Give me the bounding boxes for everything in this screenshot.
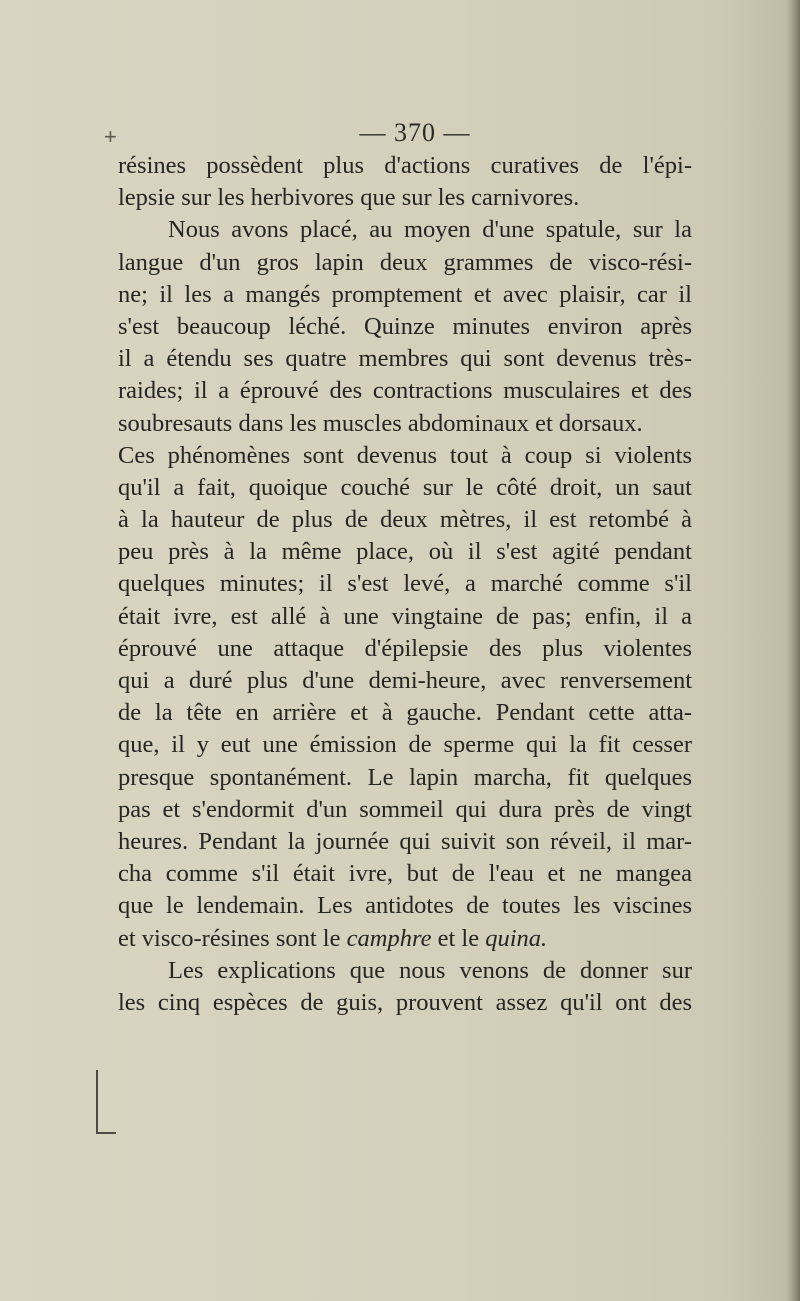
text-line: langue d'un gros lapin deux grammes de visco-rési-	[118, 248, 692, 276]
text-line-with-italics	[118, 923, 692, 955]
text-line: de la tête en arrière et à gauche. Pendant cette atta-	[118, 699, 692, 727]
text-line: lepsie sur les herbivores que sur les carnivores.	[118, 184, 580, 212]
text-fragment: et visco-résines sont le	[118, 924, 341, 952]
text-line: résines possèdent plus d'actions curatives de l'épi-	[118, 152, 692, 179]
text-line: que, il y eut une émission de sperme qui la fit cesser	[118, 731, 692, 759]
text-line: qu'il a fait, quoique couché sur le côté droit, un saut	[118, 473, 692, 501]
text-line: heures. Pendant la journée qui suivit son réveil, il mar-	[118, 827, 692, 855]
margin-bracket-mark	[96, 1070, 116, 1134]
text-line: peu près à la même place, où il s'est agité pendant	[118, 538, 692, 566]
text-line: il a étendu ses quatre membres qui sont devenus très-	[118, 345, 692, 373]
text-line: ne; il les a mangés promptement et avec plaisir, car il	[118, 280, 692, 308]
text-line: s'est beaucoup léché. Quinze minutes environ après	[118, 312, 692, 340]
page-number-text: — 370 —	[359, 118, 471, 147]
italic-term-camphre: camphre	[346, 924, 432, 952]
body-text	[118, 150, 692, 1019]
text-line: soubresauts dans les muscles abdominaux et dorsaux.	[118, 409, 643, 437]
text-line: quelques minutes; il s'est levé, a marché comme s'il	[118, 570, 692, 598]
text-fragment: et le	[437, 924, 480, 952]
text-line: raides; il a éprouvé des contractions musculaires et des	[118, 377, 692, 405]
text-line: à la hauteur de plus de deux mètres, il est retombé à	[118, 506, 692, 534]
text-line: les cinq espèces de guis, prouvent assez qu'il ont des	[118, 988, 692, 1016]
italic-term-quina: quina.	[485, 924, 548, 952]
text-line: presque spontanément. Le lapin marcha, fit quelques	[118, 763, 692, 791]
text-line: était ivre, est allé à une vingtaine de pas; enfin, il a	[118, 602, 692, 630]
text-line: qui a duré plus d'une demi-heure, avec renversement	[118, 667, 692, 694]
text-line: Les explications que nous venons de donner sur	[168, 956, 692, 984]
text-line: Ces phénomènes sont devenus tout à coup si violents	[118, 441, 692, 469]
page-edge-shadow	[786, 0, 800, 1301]
text-line: cha comme s'il était ivre, but de l'eau et ne mangea	[118, 860, 692, 888]
text-line: éprouvé une attaque d'épilepsie des plus violentes	[118, 634, 692, 662]
text-line: pas et s'endormit d'un sommeil qui dura près de vingt	[118, 795, 692, 823]
page-number	[0, 118, 800, 148]
margin-cross-mark: +	[104, 124, 117, 149]
text-line: que le lendemain. Les antidotes de toutes les viscines	[118, 892, 692, 920]
text-line: Nous avons placé, au moyen d'une spatule, sur la	[168, 216, 692, 244]
